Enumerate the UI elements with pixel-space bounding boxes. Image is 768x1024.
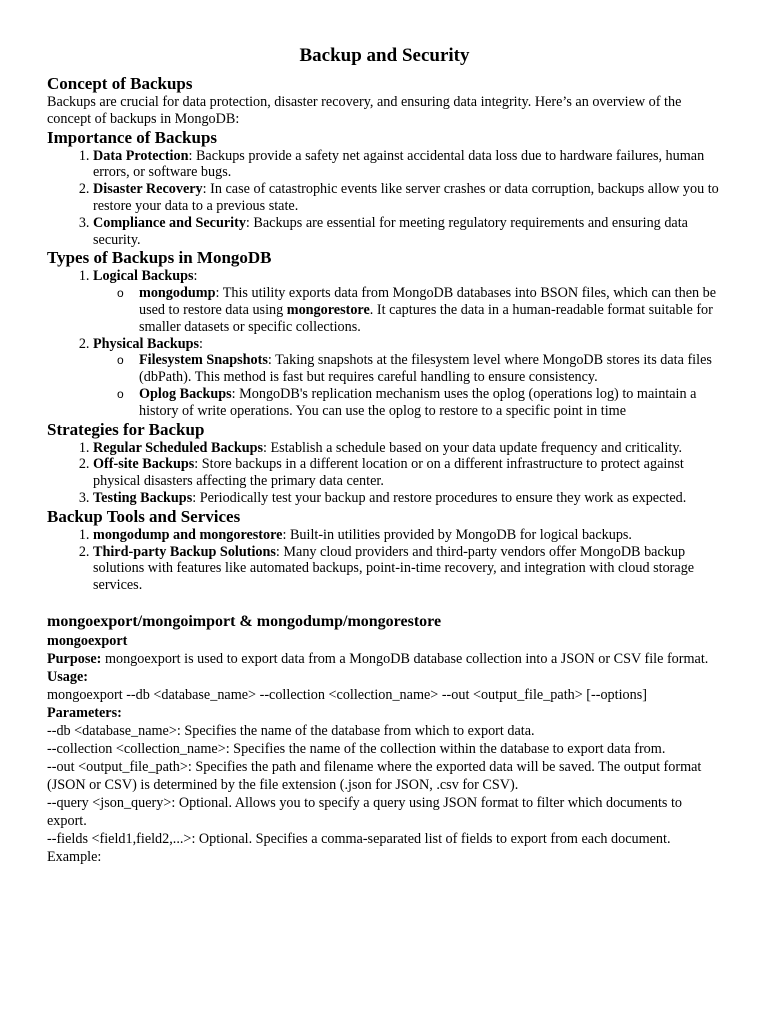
tools-list <box>47 527 722 594</box>
list-item-term: Off-site Backups <box>93 456 195 473</box>
section2-heading: mongoexport/mongoimport & mongodump/mongorestore <box>47 612 442 630</box>
list-item-term: Oplog Backups <box>139 385 232 402</box>
list-item <box>93 490 722 507</box>
importance-list <box>47 148 722 249</box>
importance-heading: Importance of Backups <box>47 127 218 147</box>
purpose-label: Purpose: <box>47 650 102 667</box>
strategies-list <box>47 440 722 507</box>
sub-list-item <box>117 385 722 420</box>
list-item <box>93 215 722 249</box>
param-line: --db <database_name>: Specifies the name of the database from which to export data. <box>47 722 535 739</box>
list-item-text: : Establish a schedule based on your data update frequency and criticality. <box>263 439 683 456</box>
list-item-text: : Periodically test your backup and restore procedures to ensure they work as expected. <box>192 489 687 506</box>
page-title: Backup and Security <box>299 45 470 66</box>
list-item-text: . It captures the data in a human-readable format suitable for smaller datasets or specific collections. <box>139 301 713 335</box>
list-item <box>93 336 722 420</box>
list-item <box>93 268 722 335</box>
section2-subheading <box>47 632 722 650</box>
params-label-line <box>47 704 722 722</box>
list-item-text: : In case of catastrophic events like server crashes or data corruption, backups allow you to restore your data to a previous state. <box>93 181 719 214</box>
colon: : <box>193 268 198 285</box>
list-item-term: mongodump <box>139 285 216 302</box>
list-item <box>93 456 722 490</box>
sub-list-item <box>117 285 722 335</box>
params-label: Parameters: <box>47 704 122 721</box>
colon: : <box>199 335 203 352</box>
list-item-text: : Taking snapshots at the filesystem level where MongoDB stores its data files (dbPath). This method is fast but requires careful handling to ensure consistency. <box>139 352 712 386</box>
list-item-term: mongodump and mongorestore <box>93 526 283 543</box>
example-label: Example: <box>47 848 102 865</box>
logical-sublist <box>93 285 722 335</box>
usage-label-line <box>47 668 722 686</box>
list-item <box>93 544 722 594</box>
concept-heading: Concept of Backups <box>47 74 193 93</box>
physical-sublist <box>93 352 722 419</box>
purpose-line <box>47 650 722 668</box>
list-item <box>93 527 722 544</box>
bullet-o-icon: o <box>117 286 124 301</box>
list-item-term: Physical Backups <box>93 335 200 352</box>
list-item-term: Logical Backups <box>93 268 194 285</box>
list-item-term: Compliance and Security <box>93 214 246 231</box>
tools-heading: Backup Tools and Services <box>47 506 241 526</box>
types-heading: Types of Backups in MongoDB <box>47 248 272 268</box>
purpose-text: mongoexport is used to export data from a MongoDB database collection into a JSON or CSV file format. <box>101 650 709 667</box>
param-line: --out <output_file_path>: Specifies the path and filename where the exported data will be saved. The output format (JSON or CSV) is determined by the file extension (.json for JSON, .csv for CSV). <box>47 758 702 793</box>
bullet-o-icon: o <box>117 386 124 401</box>
list-item-text: : Many cloud providers and third-party vendors offer MongoDB backup solutions with features like automated backups, point-in-time recovery, and integration with cloud storage services. <box>93 543 695 594</box>
types-list <box>47 268 722 419</box>
list-item-term: Filesystem Snapshots <box>139 352 268 369</box>
list-item-text: : This utility exports data from MongoDB databases into BSON files, which can then be used to restore data using <box>139 285 717 318</box>
sub-list-item <box>117 352 722 386</box>
list-item-text: : Store backups in a different location or on a different infrastructure to protect against physical disasters affecting the primary data center. <box>93 456 684 490</box>
list-item-text: : Backups are essential for meeting regulatory requirements and ensuring data security. <box>93 214 688 248</box>
list-item <box>93 148 722 182</box>
concept-intro: Backups are crucial for data protection, disaster recovery, and ensuring data integrity. Here’s an overview of the concept of backups in MongoDB: <box>47 94 682 127</box>
list-item-text: : Built-in utilities provided by MongoDB for logical backups. <box>282 526 632 543</box>
param-line: --collection <collection_name>: Specifies the name of the collection within the database to export data from. <box>47 740 666 757</box>
list-item <box>93 181 722 215</box>
list-item <box>93 440 722 457</box>
list-item-term: Regular Scheduled Backups <box>93 439 264 456</box>
spacer <box>47 594 722 610</box>
usage-text: mongoexport --db <database_name> --collection <collection_name> --out <output_file_path> [--options] <box>47 686 647 703</box>
strategies-heading: Strategies for Backup <box>47 419 205 439</box>
usage-label: Usage: <box>47 668 88 685</box>
list-item-term: Third-party Backup Solutions <box>93 543 276 560</box>
bullet-o-icon: o <box>117 353 124 368</box>
list-item-text: : MongoDB's replication mechanism uses the oplog (operations log) to maintain a history of write operations. You can use the oplog to restore to a specific point in time <box>139 385 697 419</box>
list-item-term: Disaster Recovery <box>93 181 203 198</box>
param-line: --query <json_query>: Optional. Allows you to specify a query using JSON format to filter which documents to export. <box>47 794 683 829</box>
subheading-text: mongoexport <box>47 632 128 649</box>
list-item-term: Data Protection <box>93 147 189 164</box>
param-line: --fields <field1,field2,...>: Optional. Specifies a comma-separated list of fields to export from each document. <box>47 830 671 847</box>
list-item-term: Testing Backups <box>93 489 193 506</box>
list-item-term: mongorestore <box>286 301 370 318</box>
list-item-text: : Backups provide a safety net against accidental data loss due to hardware failures, human errors, or software bugs. <box>93 147 705 181</box>
